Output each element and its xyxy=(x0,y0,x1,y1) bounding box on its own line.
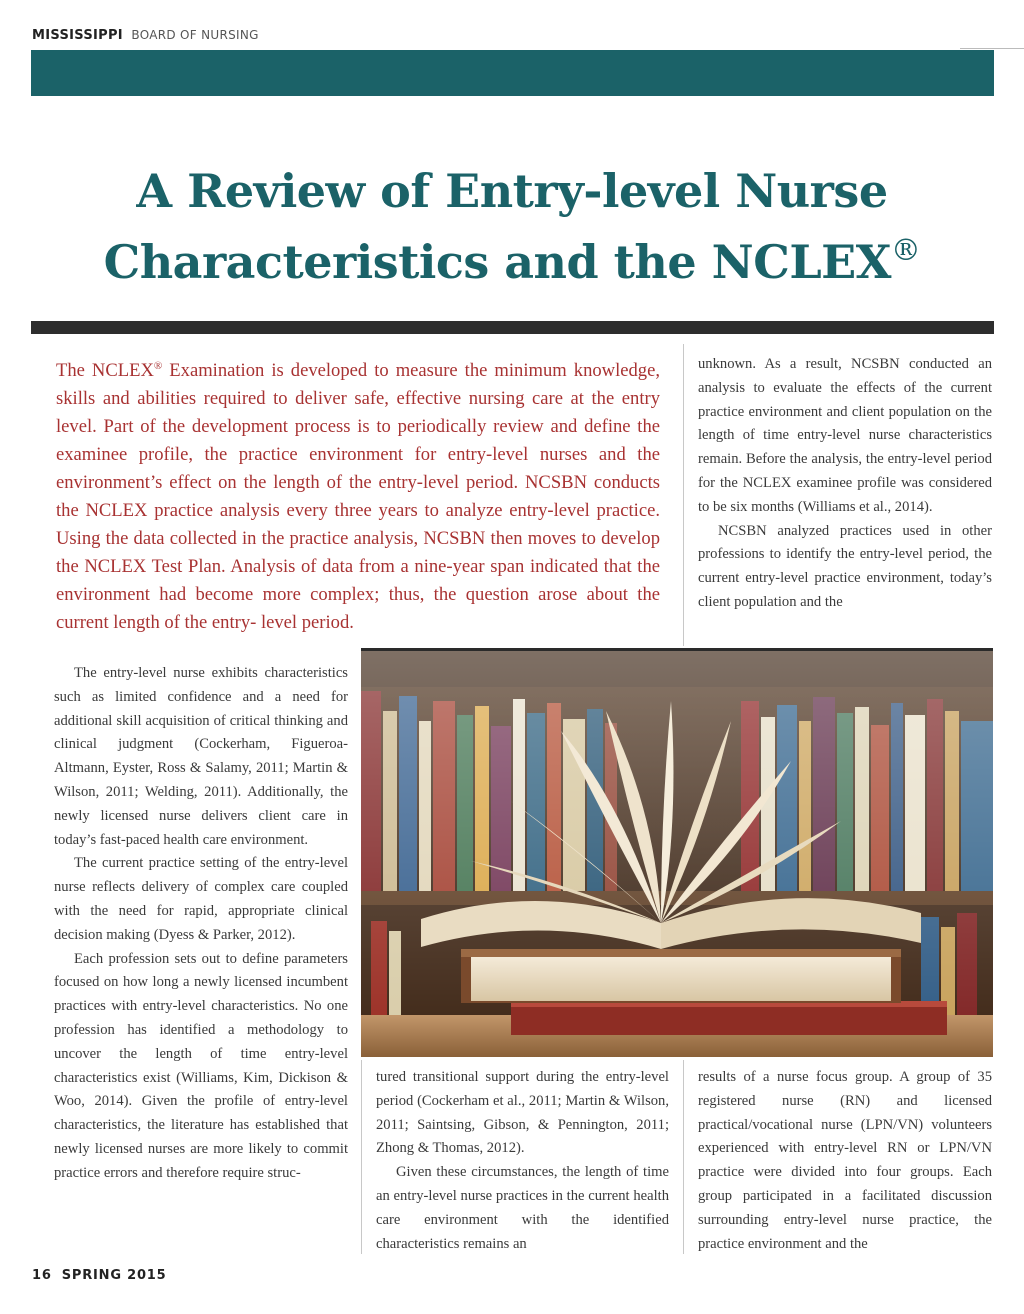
body-paragraph: results of a nurse focus group. A group of 35 registered nurse (RN) and licensed practical/vocational nurse (LPN/VN) volunteers experienced with entry-level RN or LPN/VN practice were divided into four groups. Each group participated in a facilitated discussion surrounding entry-level nurse practice, the practice environment and the xyxy=(698,1069,992,1252)
book-illustration xyxy=(361,651,993,1057)
masthead-board: BOARD OF NURSING xyxy=(131,28,259,42)
header-band xyxy=(31,50,994,96)
column-divider xyxy=(683,344,684,646)
masthead xyxy=(32,28,259,43)
intro-paragraph: The NCLEX® Examination is developed to measure the minimum knowledge, skills and abilities required to deliver safe, effective nursing care at the entry level. Part of the development process is to periodically review and define the examinee profile, the practice environment for entry-level nurses and the environment’s effect on the length of the entry-level period. NCSBN conducts the NCLEX practice analysis every three years to analyze entry-level practice. Using the data collected in the practice analysis, NCSBN then moves to develop the NCLEX Test Plan. Analysis of data from a nine-year span indicated that the environment had become more complex; thus, the question arose about the current length of the entry- level period. xyxy=(56,360,661,634)
middle-column xyxy=(376,1066,669,1256)
title-line-2: Characteristics and the NCLEX xyxy=(103,235,891,289)
page-number: 16 xyxy=(32,1268,52,1283)
body-paragraph: Given these circumstances, the length of time an entry-level nurse practices in the current health care environment with the identified characteristics remains an xyxy=(376,1164,669,1252)
left-column xyxy=(54,662,348,1186)
page-footer xyxy=(32,1268,167,1283)
body-paragraph: The entry-level nurse exhibits characteristics such as limited confidence and a need for additional skill acquisition of critical thinking and clinical judgment (Cockerham, Figueroa-Altmann, Eyster, Ross & Salamy, 2011; Martin & Wilson, 2011; Welding, 2011). Additionally, the newly licensed nurse delivers client care in today’s fast-paced health care environment. xyxy=(54,665,348,848)
right-bottom-column xyxy=(698,1066,992,1256)
body-paragraph: NCSBN analyzed practices used in other professions to identify the entry-level period, the current entry-level practice environment, today’s client population and the xyxy=(698,522,992,610)
body-paragraph: tured transitional support during the entry-level period (Cockerham et al., 2011; Martin & Wilson, 2011; Saintsing, Gibson, & Pennington, 2011; Zhong & Thomas, 2012). xyxy=(376,1069,669,1157)
masthead-org: MISSISSIPPI xyxy=(32,28,123,43)
column-divider xyxy=(683,1060,684,1254)
intro-registered-mark: ® xyxy=(153,360,163,372)
open-book-photo xyxy=(361,651,993,1057)
body-paragraph: The current practice setting of the entry-level nurse reflects delivery of complex care coupled with the need for rapid, appropriate clinical decision making (Dyess & Parker, 2012). xyxy=(54,855,348,943)
title-line-1: A Review of Entry-level Nurse xyxy=(136,164,888,218)
body-paragraph: unknown. As a result, NCSBN conducted an analysis to evaluate the effects of the current practice environment and client population on the length of time entry-level nurse characteristics remain. Before the analysis, the entry-level period for the NCLEX examinee profile was considered to be six months (Williams et al., 2014). xyxy=(698,356,992,515)
title-rule xyxy=(31,321,994,334)
column-divider xyxy=(361,1060,362,1254)
top-rule xyxy=(960,48,1024,49)
issue-label: SPRING 2015 xyxy=(61,1268,167,1283)
title-registered-mark: ® xyxy=(890,233,921,268)
article-title xyxy=(0,162,1024,292)
right-top-column xyxy=(698,353,992,615)
body-paragraph: Each profession sets out to define parameters focused on how long a newly licensed incumbent practices with entry-level characteristics. No one profession has identified a methodology to uncover the length of time entry-level characteristics exist (Williams, Kim, Dickison & Woo, 2014). Given the profile of entry-level characteristics, the literature has established that newly licensed nurses are more likely to commit practice errors and therefore require struc- xyxy=(54,950,348,1181)
book-stack xyxy=(461,949,947,1035)
